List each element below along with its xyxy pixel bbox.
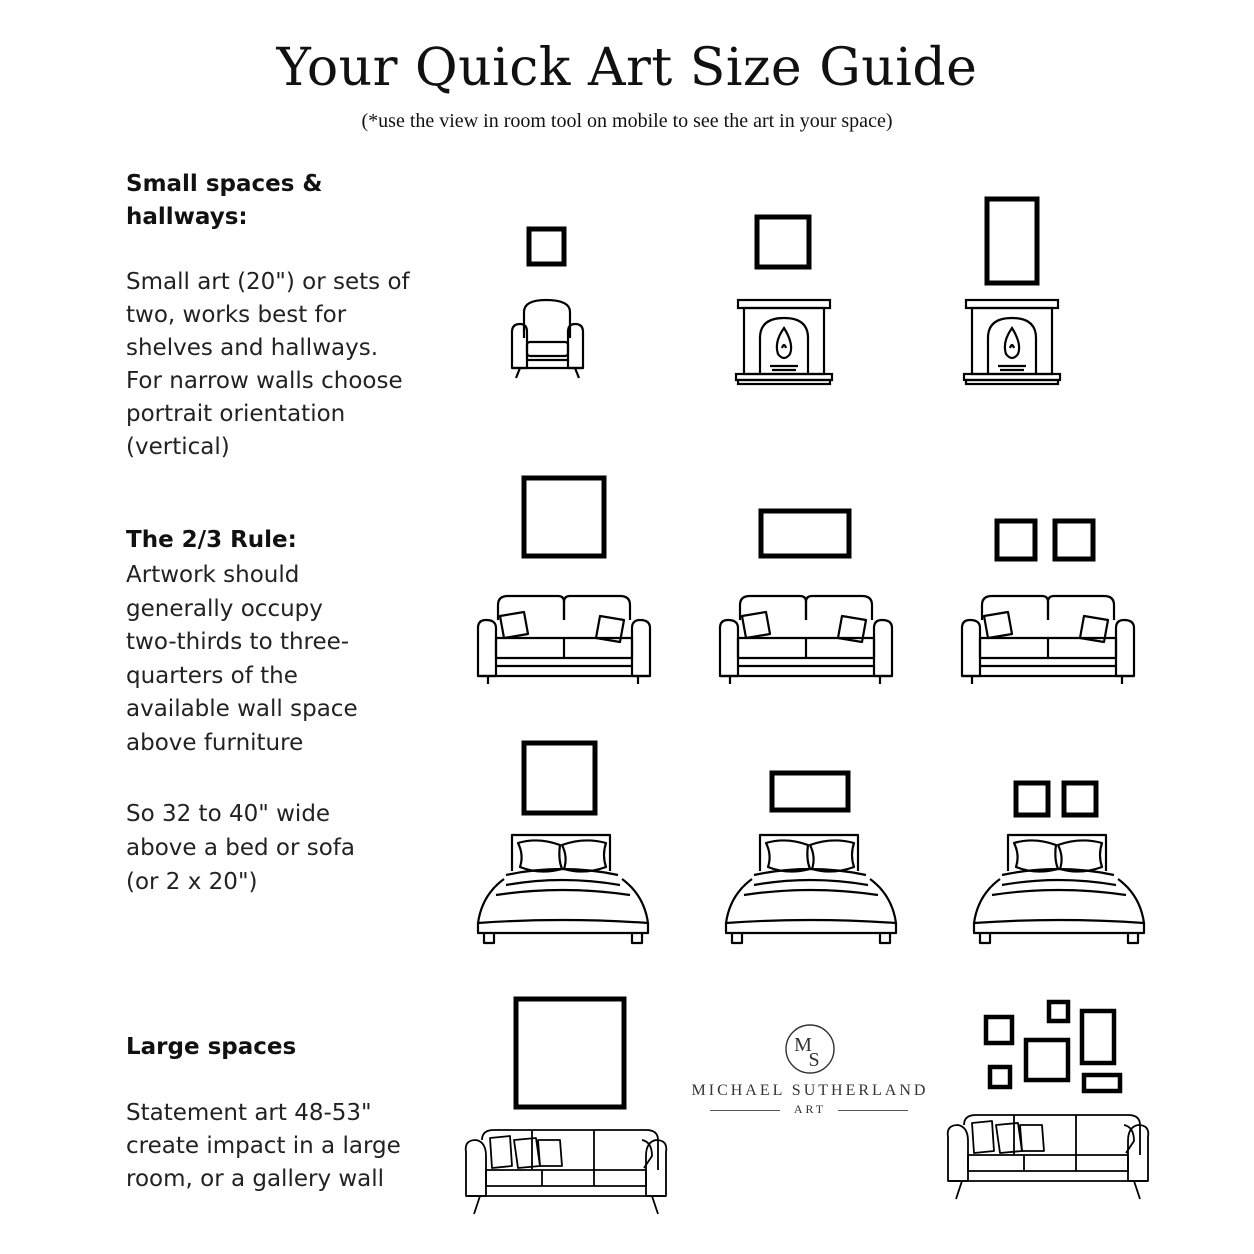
large-sofa-scene-gallery bbox=[940, 995, 1160, 1210]
two-thirds-rule-note: So 32 to 40" wide above a bed or sofa (or 2 x 20") bbox=[126, 801, 355, 895]
brand-name: MICHAEL SUTHERLAND bbox=[691, 1082, 929, 1099]
frame-icon bbox=[1064, 783, 1096, 815]
brand-monogram-logo bbox=[783, 1022, 837, 1076]
sofa-icon bbox=[478, 596, 650, 684]
armchair-scene bbox=[500, 220, 600, 390]
frame-icon bbox=[761, 511, 849, 556]
brand-divider-right bbox=[838, 1110, 908, 1111]
frame-icon bbox=[1055, 521, 1093, 559]
frame-icon bbox=[524, 743, 595, 813]
sofa-scene-square bbox=[470, 470, 660, 690]
bed-icon bbox=[974, 835, 1144, 943]
frame-icon bbox=[524, 478, 604, 556]
fireplace-icon bbox=[736, 300, 832, 384]
bed-icon bbox=[726, 835, 896, 943]
frame-icon bbox=[987, 199, 1037, 283]
page-subtitle: (*use the view in room tool on mobile to see the art in your space) bbox=[361, 110, 893, 132]
frame-icon bbox=[1084, 1075, 1120, 1091]
two-thirds-rule-heading: The 2/3 Rule: bbox=[126, 527, 297, 553]
frame-icon bbox=[772, 773, 848, 810]
page-title: Your Quick Art Size Guide bbox=[276, 38, 978, 98]
bed-scene-pair bbox=[962, 735, 1156, 950]
frame-icon bbox=[1049, 1002, 1068, 1021]
monogram-s: S bbox=[808, 1049, 820, 1071]
large-sofa-scene-statement bbox=[460, 990, 670, 1220]
gallery-wall bbox=[986, 1002, 1120, 1091]
small-spaces-heading: Small spaces & hallways: bbox=[126, 171, 323, 230]
bed-scene-landscape bbox=[714, 735, 908, 950]
large-sofa-icon bbox=[466, 1130, 667, 1214]
frame-icon bbox=[990, 1067, 1010, 1087]
frame-icon bbox=[1026, 1040, 1068, 1080]
frame-icon bbox=[1082, 1011, 1114, 1063]
frame-icon bbox=[997, 521, 1035, 559]
sofa-icon bbox=[962, 596, 1134, 684]
large-spaces-body: Statement art 48-53" create impact in a large room, or a gallery wall bbox=[126, 1100, 401, 1192]
bed-scene-square bbox=[466, 735, 660, 950]
fireplace-scene-landscape bbox=[730, 210, 840, 390]
frame-icon bbox=[757, 217, 809, 267]
frame-icon bbox=[986, 1017, 1012, 1043]
two-thirds-rule-body: Artwork should generally occupy two-thirds to three- quarters of the available wall space above furniture bbox=[126, 562, 358, 756]
armchair-icon bbox=[512, 300, 583, 378]
frame-icon bbox=[516, 999, 624, 1107]
fireplace-icon bbox=[964, 300, 1060, 384]
small-spaces-body: Small art (20") or sets of two, works best for shelves and hallways. For narrow walls choose portrait orientation (vertical) bbox=[126, 269, 410, 460]
frame-icon bbox=[1016, 783, 1048, 815]
bed-icon bbox=[478, 835, 648, 943]
sofa-scene-landscape bbox=[712, 470, 902, 690]
large-sofa-icon bbox=[948, 1115, 1149, 1199]
monogram-m: M bbox=[794, 1034, 812, 1056]
sofa-icon bbox=[720, 596, 892, 684]
frame-icon bbox=[529, 229, 564, 264]
brand-sub: ART bbox=[793, 1102, 827, 1116]
fireplace-scene-portrait bbox=[958, 190, 1068, 390]
sofa-scene-pair bbox=[954, 470, 1144, 690]
large-spaces-heading: Large spaces bbox=[126, 1034, 297, 1060]
